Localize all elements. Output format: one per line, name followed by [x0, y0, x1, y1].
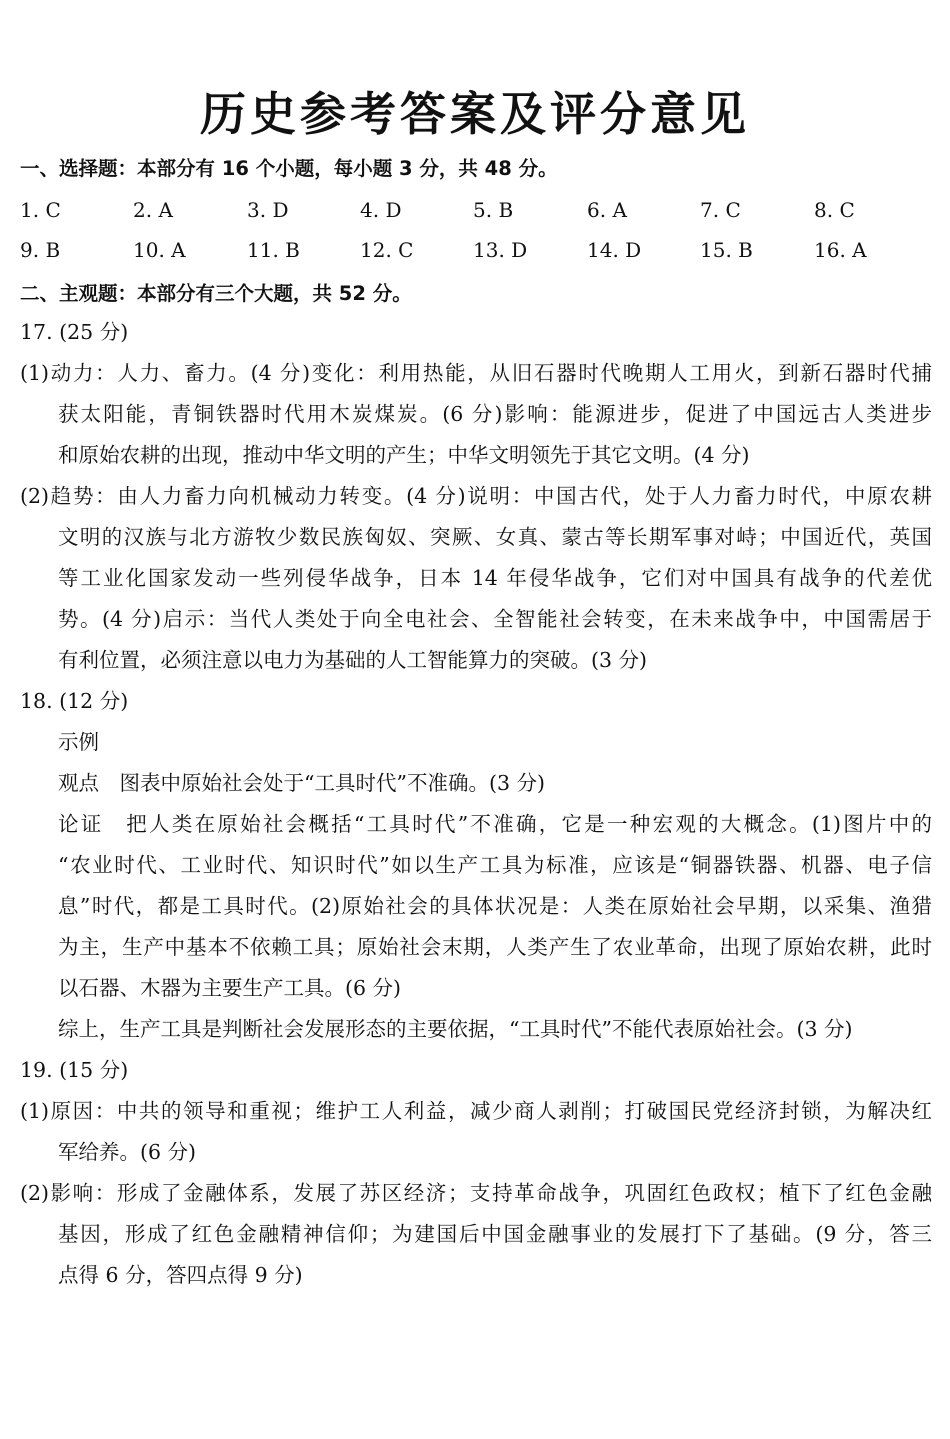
answer-item: 10. A [133, 238, 186, 262]
answer-item: 4. D [360, 198, 402, 222]
answer-item: 13. D [473, 238, 528, 262]
answer-item: 12. C [360, 238, 414, 262]
answer-item: 8. C [814, 198, 855, 222]
q18-argument-line: 为主，生产中基本不依赖工具；原始社会末期，人类产生了农业革命，出现了原始农耕，此时 [58, 935, 932, 959]
q19-p2-line: (2)影响：形成了金融体系，发展了苏区经济；支持革命战争，巩固红色政权；植下了红色金融 [20, 1181, 932, 1205]
q19-p2-line: 点得 6 分，答四点得 9 分) [58, 1263, 303, 1287]
answer-item: 15. B [700, 238, 753, 262]
q18-argument-line: 论证 把人类在原始社会概括“工具时代”不准确，它是一种宏观的大概念。(1)图片中的 [58, 812, 932, 836]
answer-item: 9. B [20, 238, 61, 262]
answer-item: 7. C [700, 198, 741, 222]
q19-p1-line: (1)原因：中共的领导和重视；维护工人利益，减少商人剥削；打破国民党经济封锁，为解决红 [20, 1099, 932, 1123]
page-title: 历史参考答案及评分意见 [200, 87, 750, 141]
answer-item: 5. B [473, 198, 514, 222]
q17-p2-line: (2)趋势：由人力畜力向机械动力转变。(4 分)说明：中国古代，处于人力畜力时代，中原农耕 [20, 484, 932, 508]
answer-item: 2. A [133, 198, 173, 222]
answer-item: 6. A [587, 198, 627, 222]
q17-p2-line: 文明的汉族与北方游牧少数民族匈奴、突厥、女真、蒙古等长期军事对峙；中国近代，英国 [58, 525, 932, 549]
q18-viewpoint: 观点 图表中原始社会处于“工具时代”不准确。(3 分) [58, 771, 546, 795]
q19-label: 19. (15 分) [20, 1058, 129, 1082]
q19-p1-line: 军给养。(6 分) [58, 1140, 197, 1164]
q17-p2-line: 势。(4 分)启示：当代人类处于向全电社会、全智能社会转变，在未来战争中，中国需居于 [58, 607, 932, 631]
q17-p1-line: 和原始农耕的出现，推动中华文明的产生；中华文明领先于其它文明。(4 分) [58, 443, 750, 467]
answer-item: 11. B [247, 238, 300, 262]
answer-item: 3. D [247, 198, 289, 222]
q17-p1-line: 获太阳能，青铜铁器时代用木炭煤炭。(6 分)影响：能源进步，促进了中国远古人类进步 [58, 402, 932, 426]
answer-item: 1. C [20, 198, 61, 222]
section2-heading: 二、主观题：本部分有三个大题，共 52 分。 [20, 282, 412, 305]
q18-argument-line: 息”时代，都是工具时代。(2)原始社会的具体状况是：人类在原始社会早期，以采集、渔猎 [58, 894, 932, 918]
section1-heading: 一、选择题：本部分有 16 个小题，每小题 3 分，共 48 分。 [20, 157, 558, 180]
q18-argument-line: 以石器、木器为主要生产工具。(6 分) [58, 976, 402, 1000]
q17-p1-line: (1)动力：人力、畜力。(4 分)变化：利用热能，从旧石器时代晚期人工用火，到新石器时代捕 [20, 361, 932, 385]
q17-p2-line: 有利位置，必须注意以电力为基础的人工智能算力的突破。(3 分) [58, 648, 648, 672]
q17-label: 17. (25 分) [20, 320, 129, 344]
q18-label: 18. (12 分) [20, 689, 129, 713]
answer-item: 16. A [814, 238, 867, 262]
q18-argument-line: “农业时代、工业时代、知识时代”如以生产工具为标准，应该是“铜器铁器、机器、电子信 [58, 853, 932, 877]
answer-item: 14. D [587, 238, 642, 262]
q19-p2-line: 基因，形成了红色金融精神信仰；为建国后中国金融事业的发展打下了基础。(9 分，答三 [58, 1222, 932, 1246]
q18-summary: 综上，生产工具是判断社会发展形态的主要依据，“工具时代”不能代表原始社会。(3 分) [58, 1017, 853, 1041]
q18-example: 示例 [58, 730, 99, 754]
q17-p2-line: 等工业化国家发动一些列侵华战争，日本 14 年侵华战争，它们对中国具有战争的代差优 [58, 566, 932, 590]
